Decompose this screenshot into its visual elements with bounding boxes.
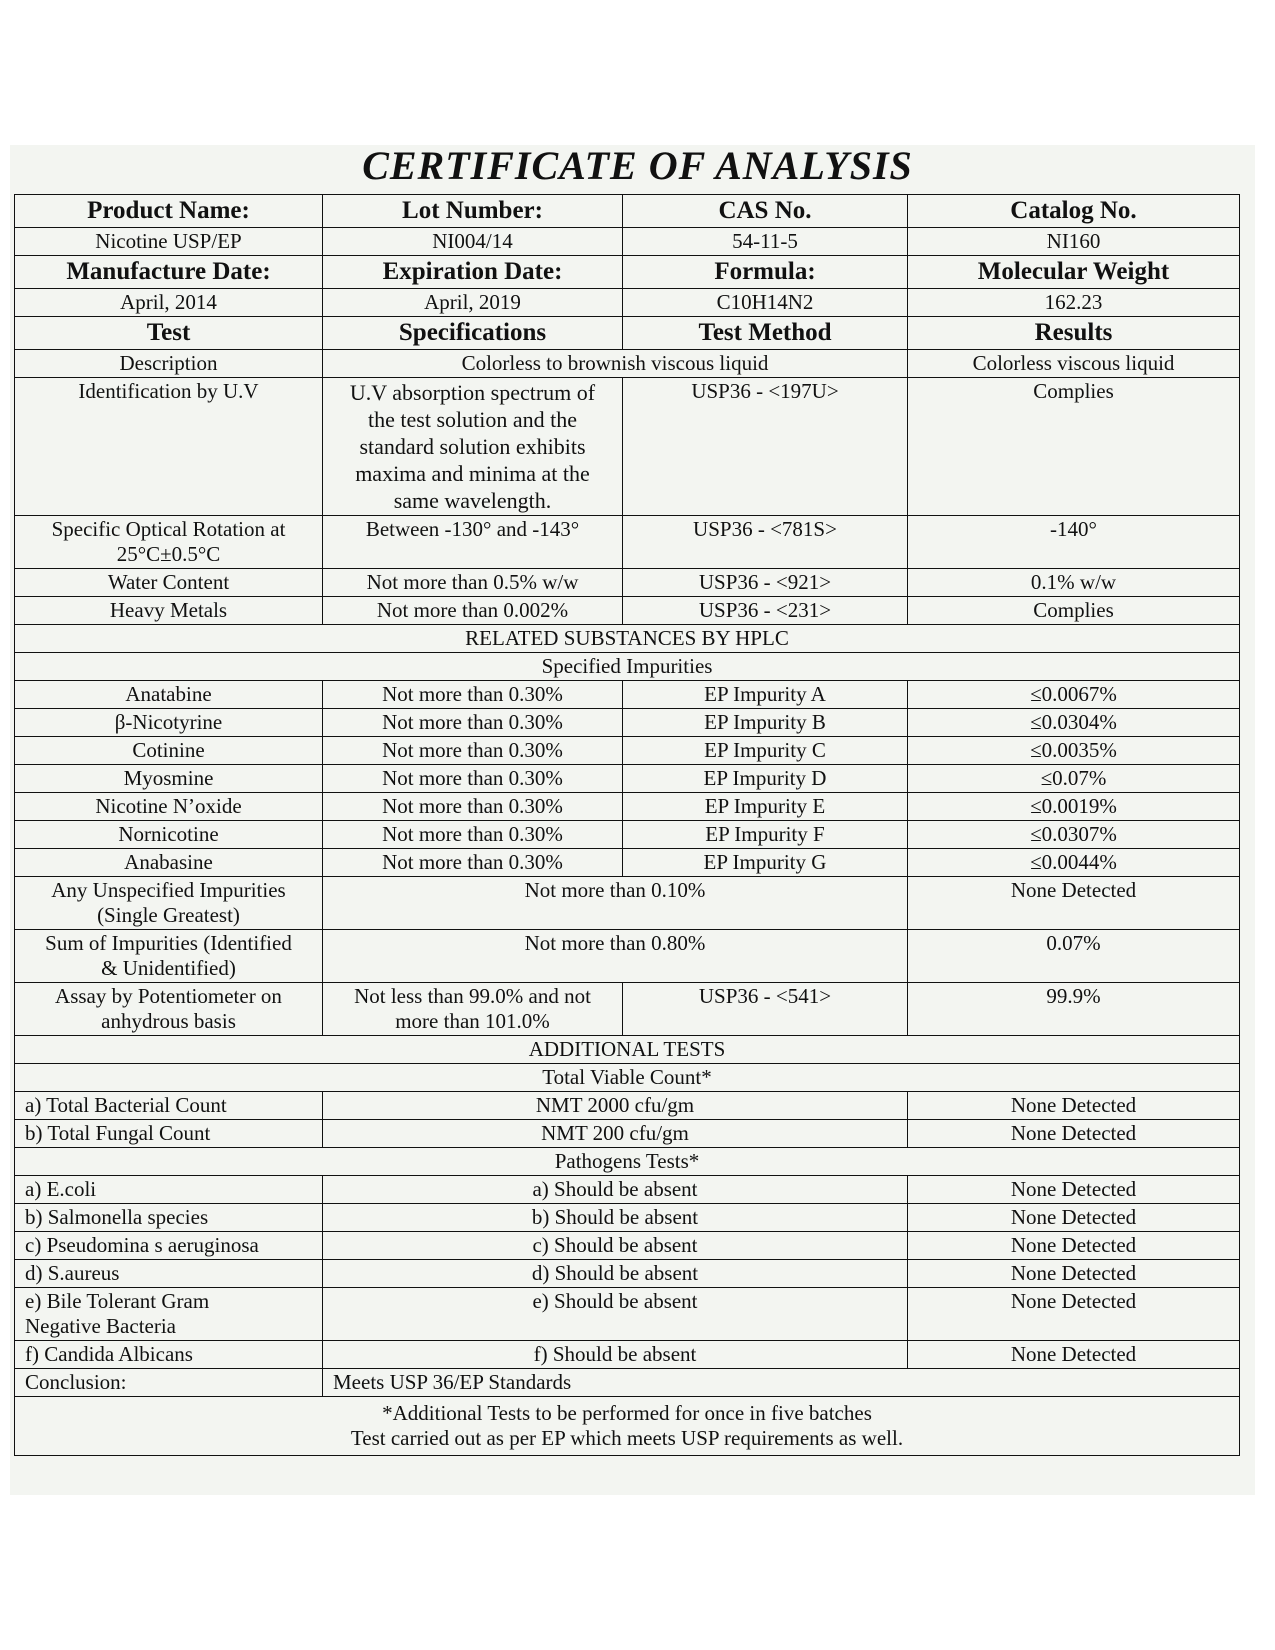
impurity-result: ≤0.0035% [908, 737, 1240, 765]
pathogen-result: None Detected [908, 1232, 1240, 1260]
rotation-method: USP36 - <781S> [623, 516, 908, 569]
impurity-name: Nornicotine [15, 821, 323, 849]
manufacture-date-value: April, 2014 [15, 289, 323, 317]
assay-row [15, 983, 1240, 1036]
table-row [15, 1204, 1240, 1232]
description-row [15, 350, 1240, 378]
expiration-date-label: Expiration Date: [323, 256, 623, 289]
footnote-row [15, 1397, 1240, 1456]
pathogen-test: f) Candida Albicans [15, 1341, 323, 1369]
pathogen-spec: a) Should be absent [323, 1176, 908, 1204]
metals-row [15, 597, 1240, 625]
molecular-weight-value: 162.23 [908, 289, 1240, 317]
viable-spec: NMT 2000 cfu/gm [323, 1092, 908, 1120]
rotation-test: Specific Optical Rotation at 25°C±0.5°C [15, 516, 323, 569]
header-labels-row-2 [15, 256, 1240, 289]
impurity-result: ≤0.0067% [908, 681, 1240, 709]
table-row [15, 1120, 1240, 1148]
impurity-result: ≤0.0044% [908, 849, 1240, 877]
header-values-row-1 [15, 228, 1240, 256]
table-row [15, 1288, 1240, 1341]
impurity-method: EP Impurity E [623, 793, 908, 821]
metals-spec: Not more than 0.002% [323, 597, 623, 625]
sum-spec: Not more than 0.80% [323, 930, 908, 983]
table-row [15, 709, 1240, 737]
sum-result: 0.07% [908, 930, 1240, 983]
col-test-header: Test [15, 317, 323, 350]
pathogen-test: b) Salmonella species [15, 1204, 323, 1232]
water-result: 0.1% w/w [908, 569, 1240, 597]
conclusion-value: Meets USP 36/EP Standards [323, 1369, 1240, 1397]
viable-heading-row [15, 1064, 1240, 1092]
identification-spec-text: U.V absorption spectrum of the test solution and the standard solution exhibits maxima and minima at the same wavelength. [349, 380, 596, 513]
unspecified-result: None Detected [908, 877, 1240, 930]
related-heading-row [15, 625, 1240, 653]
water-test: Water Content [15, 569, 323, 597]
description-result: Colorless viscous liquid [908, 350, 1240, 378]
impurity-name: Cotinine [15, 737, 323, 765]
additional-heading-row [15, 1036, 1240, 1064]
rotation-row [15, 516, 1240, 569]
related-heading: RELATED SUBSTANCES BY HPLC [15, 625, 1240, 653]
header-labels-row-1 [15, 195, 1240, 228]
water-spec: Not more than 0.5% w/w [323, 569, 623, 597]
pathogens-heading-row [15, 1148, 1240, 1176]
pathogen-spec: f) Should be absent [323, 1341, 908, 1369]
manufacture-date-label: Manufacture Date: [15, 256, 323, 289]
identification-row [15, 378, 1240, 516]
identification-test: Identification by U.V [15, 378, 323, 516]
table-row [15, 1092, 1240, 1120]
pathogen-result: None Detected [908, 1288, 1240, 1341]
water-method: USP36 - <921> [623, 569, 908, 597]
assay-result: 99.9% [908, 983, 1240, 1036]
impurity-name: Nicotine N’oxide [15, 793, 323, 821]
viable-result: None Detected [908, 1092, 1240, 1120]
impurity-spec: Not more than 0.30% [323, 793, 623, 821]
metals-result: Complies [908, 597, 1240, 625]
formula-value: C10H14N2 [623, 289, 908, 317]
description-spec: Colorless to brownish viscous liquid [323, 350, 908, 378]
rotation-spec: Between -130° and -143° [323, 516, 623, 569]
impurity-result: ≤0.0307% [908, 821, 1240, 849]
impurity-method: EP Impurity D [623, 765, 908, 793]
impurity-spec: Not more than 0.30% [323, 681, 623, 709]
assay-test: Assay by Potentiometer on anhydrous basis [15, 983, 323, 1036]
impurity-method: EP Impurity C [623, 737, 908, 765]
catalog-no-value: NI160 [908, 228, 1240, 256]
impurity-spec: Not more than 0.30% [323, 709, 623, 737]
lot-number-label: Lot Number: [323, 195, 623, 228]
unspecified-row [15, 877, 1240, 930]
column-headers-row [15, 317, 1240, 350]
table-row [15, 849, 1240, 877]
product-name-label: Product Name: [15, 195, 323, 228]
impurity-method: EP Impurity A [623, 681, 908, 709]
lot-number-value: NI004/14 [323, 228, 623, 256]
col-results-header: Results [908, 317, 1240, 350]
cas-no-value: 54-11-5 [623, 228, 908, 256]
pathogen-spec: e) Should be absent [323, 1288, 908, 1341]
impurity-spec: Not more than 0.30% [323, 849, 623, 877]
impurity-name: β-Nicotyrine [15, 709, 323, 737]
impurity-method: EP Impurity F [623, 821, 908, 849]
catalog-no-label: Catalog No. [908, 195, 1240, 228]
table-row [15, 737, 1240, 765]
conclusion-label: Conclusion: [15, 1369, 323, 1397]
conclusion-row [15, 1369, 1240, 1397]
pathogen-spec: b) Should be absent [323, 1204, 908, 1232]
footnote: *Additional Tests to be performed for once in five batches Test carried out as per EP which meets USP requirements as well. [15, 1397, 1240, 1456]
impurity-result: ≤0.0304% [908, 709, 1240, 737]
document-title: CERTIFICATE OF ANALYSIS [362, 143, 913, 188]
impurity-spec: Not more than 0.30% [323, 821, 623, 849]
additional-heading: ADDITIONAL TESTS [15, 1036, 1240, 1064]
specified-heading: Specified Impurities [15, 653, 1240, 681]
assay-spec: Not less than 99.0% and not more than 101.0% [323, 983, 623, 1036]
identification-method: USP36 - <197U> [623, 378, 908, 516]
specified-heading-row [15, 653, 1240, 681]
pathogen-test: e) Bile Tolerant Gram Negative Bacteria [15, 1288, 323, 1341]
pathogen-result: None Detected [908, 1176, 1240, 1204]
product-name-value: Nicotine USP/EP [15, 228, 323, 256]
molecular-weight-label: Molecular Weight [908, 256, 1240, 289]
col-specifications-header: Specifications [323, 317, 623, 350]
metals-test: Heavy Metals [15, 597, 323, 625]
viable-test: a) Total Bacterial Count [15, 1092, 323, 1120]
col-test-method-header: Test Method [623, 317, 908, 350]
assay-method: USP36 - <541> [623, 983, 908, 1036]
viable-result: None Detected [908, 1120, 1240, 1148]
table-row [15, 681, 1240, 709]
pathogen-spec: d) Should be absent [323, 1260, 908, 1288]
viable-test: b) Total Fungal Count [15, 1120, 323, 1148]
sum-test: Sum of Impurities (Identified & Unidentified) [15, 930, 323, 983]
table-row [15, 765, 1240, 793]
header-values-row-2 [15, 289, 1240, 317]
rotation-result: -140° [908, 516, 1240, 569]
table-row [15, 793, 1240, 821]
viable-heading: Total Viable Count* [15, 1064, 1240, 1092]
impurity-spec: Not more than 0.30% [323, 765, 623, 793]
unspecified-spec: Not more than 0.10% [323, 877, 908, 930]
impurity-method: EP Impurity G [623, 849, 908, 877]
impurity-name: Myosmine [15, 765, 323, 793]
expiration-date-value: April, 2019 [323, 289, 623, 317]
table-row [15, 1341, 1240, 1369]
cas-no-label: CAS No. [623, 195, 908, 228]
impurity-spec: Not more than 0.30% [323, 737, 623, 765]
impurity-name: Anabasine [15, 849, 323, 877]
table-row [15, 821, 1240, 849]
pathogen-test: a) E.coli [15, 1176, 323, 1204]
impurity-method: EP Impurity B [623, 709, 908, 737]
metals-method: USP36 - <231> [623, 597, 908, 625]
identification-spec [323, 378, 623, 516]
pathogen-result: None Detected [908, 1204, 1240, 1232]
identification-result: Complies [908, 378, 1240, 516]
table-row [15, 1176, 1240, 1204]
analysis-table [14, 194, 1240, 1456]
pathogen-result: None Detected [908, 1341, 1240, 1369]
impurity-result: ≤0.0019% [908, 793, 1240, 821]
table-row [15, 1232, 1240, 1260]
pathogen-spec: c) Should be absent [323, 1232, 908, 1260]
pathogen-test: c) Pseudomina s aeruginosa [15, 1232, 323, 1260]
formula-label: Formula: [623, 256, 908, 289]
table-row [15, 1260, 1240, 1288]
pathogens-heading: Pathogens Tests* [15, 1148, 1240, 1176]
impurity-result: ≤0.07% [908, 765, 1240, 793]
description-test: Description [15, 350, 323, 378]
pathogen-test: d) S.aureus [15, 1260, 323, 1288]
sum-row [15, 930, 1240, 983]
unspecified-test: Any Unspecified Impurities (Single Greatest) [15, 877, 323, 930]
impurity-name: Anatabine [15, 681, 323, 709]
pathogen-result: None Detected [908, 1260, 1240, 1288]
viable-spec: NMT 200 cfu/gm [323, 1120, 908, 1148]
water-row [15, 569, 1240, 597]
